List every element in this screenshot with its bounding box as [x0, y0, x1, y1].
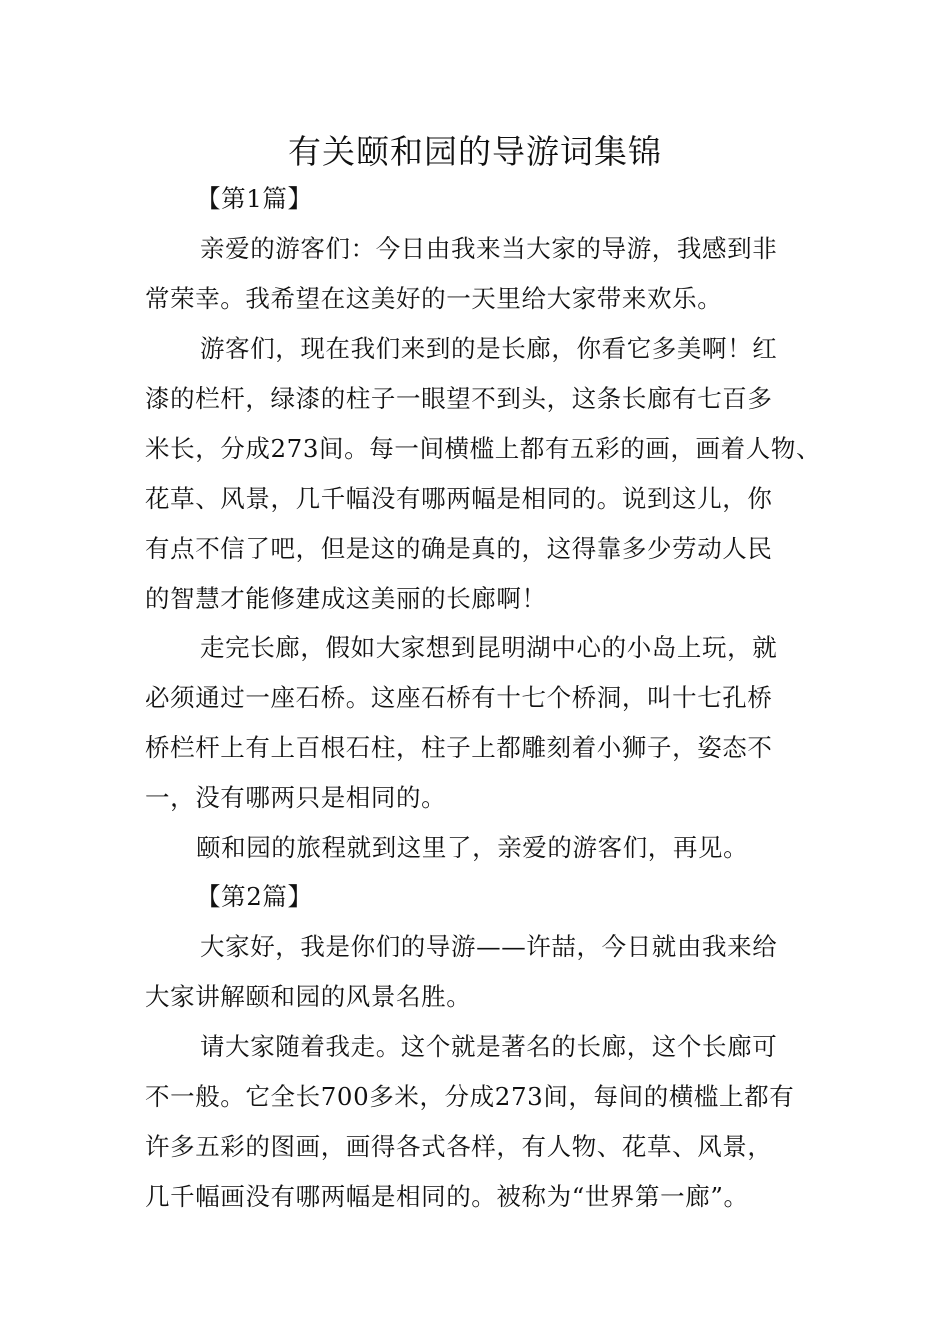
paragraph-line: 颐和园的旅程就到这里了，亲爱的游客们，再见。: [196, 833, 749, 862]
paragraph-line: 必须通过一座石桥。这座石桥有十七个桥洞，叫十七孔桥: [145, 683, 773, 712]
paragraph-line: 走完长廊，假如大家想到昆明湖中心的小岛上玩，就: [200, 633, 778, 662]
paragraph-line: 有点不信了吧，但是这的确是真的，这得靠多少劳动人民: [145, 534, 773, 563]
paragraph-line: 大家讲解颐和园的风景名胜。: [145, 982, 472, 1011]
section-heading-1: 【第1篇】: [196, 184, 313, 213]
paragraph-line: 的智慧才能修建成这美丽的长廊啊！: [145, 584, 547, 613]
paragraph-line: 大家好，我是你们的导游——许喆，今日就由我来给: [200, 932, 778, 961]
paragraph-line: 不一般。它全长700多米，分成273间，每间的横槛上都有: [145, 1082, 795, 1111]
paragraph-line: 漆的栏杆，绿漆的柱子一眼望不到头，这条长廊有七百多: [145, 384, 773, 413]
section-heading-2: 【第2篇】: [196, 882, 313, 911]
paragraph-line: 桥栏杆上有上百根石柱，柱子上都雕刻着小狮子，姿态不: [145, 733, 773, 762]
paragraph-line: 许多五彩的图画，画得各式各样，有人物、花草、风景，: [145, 1132, 773, 1161]
paragraph-line: 米长，分成273间。每一间横槛上都有五彩的画，画着人物、: [145, 434, 822, 463]
paragraph-line: 花草、风景，几千幅没有哪两幅是相同的。说到这儿，你: [145, 484, 773, 513]
paragraph-line: 游客们，现在我们来到的是长廊，你看它多美啊！红: [200, 334, 778, 363]
paragraph-line: 亲爱的游客们：今日由我来当大家的导游，我感到非: [200, 234, 778, 263]
paragraph-line: 一，没有哪两只是相同的。: [145, 783, 447, 812]
paragraph-line: 常荣幸。我希望在这美好的一天里给大家带来欢乐。: [145, 284, 723, 313]
paragraph-line: 几千幅画没有哪两幅是相同的。被称为“世界第一廊”。: [145, 1182, 749, 1211]
document-title: 有关颐和园的导游词集锦: [288, 132, 662, 171]
paragraph-line: 请大家随着我走。这个就是著名的长廊，这个长廊可: [200, 1032, 778, 1061]
